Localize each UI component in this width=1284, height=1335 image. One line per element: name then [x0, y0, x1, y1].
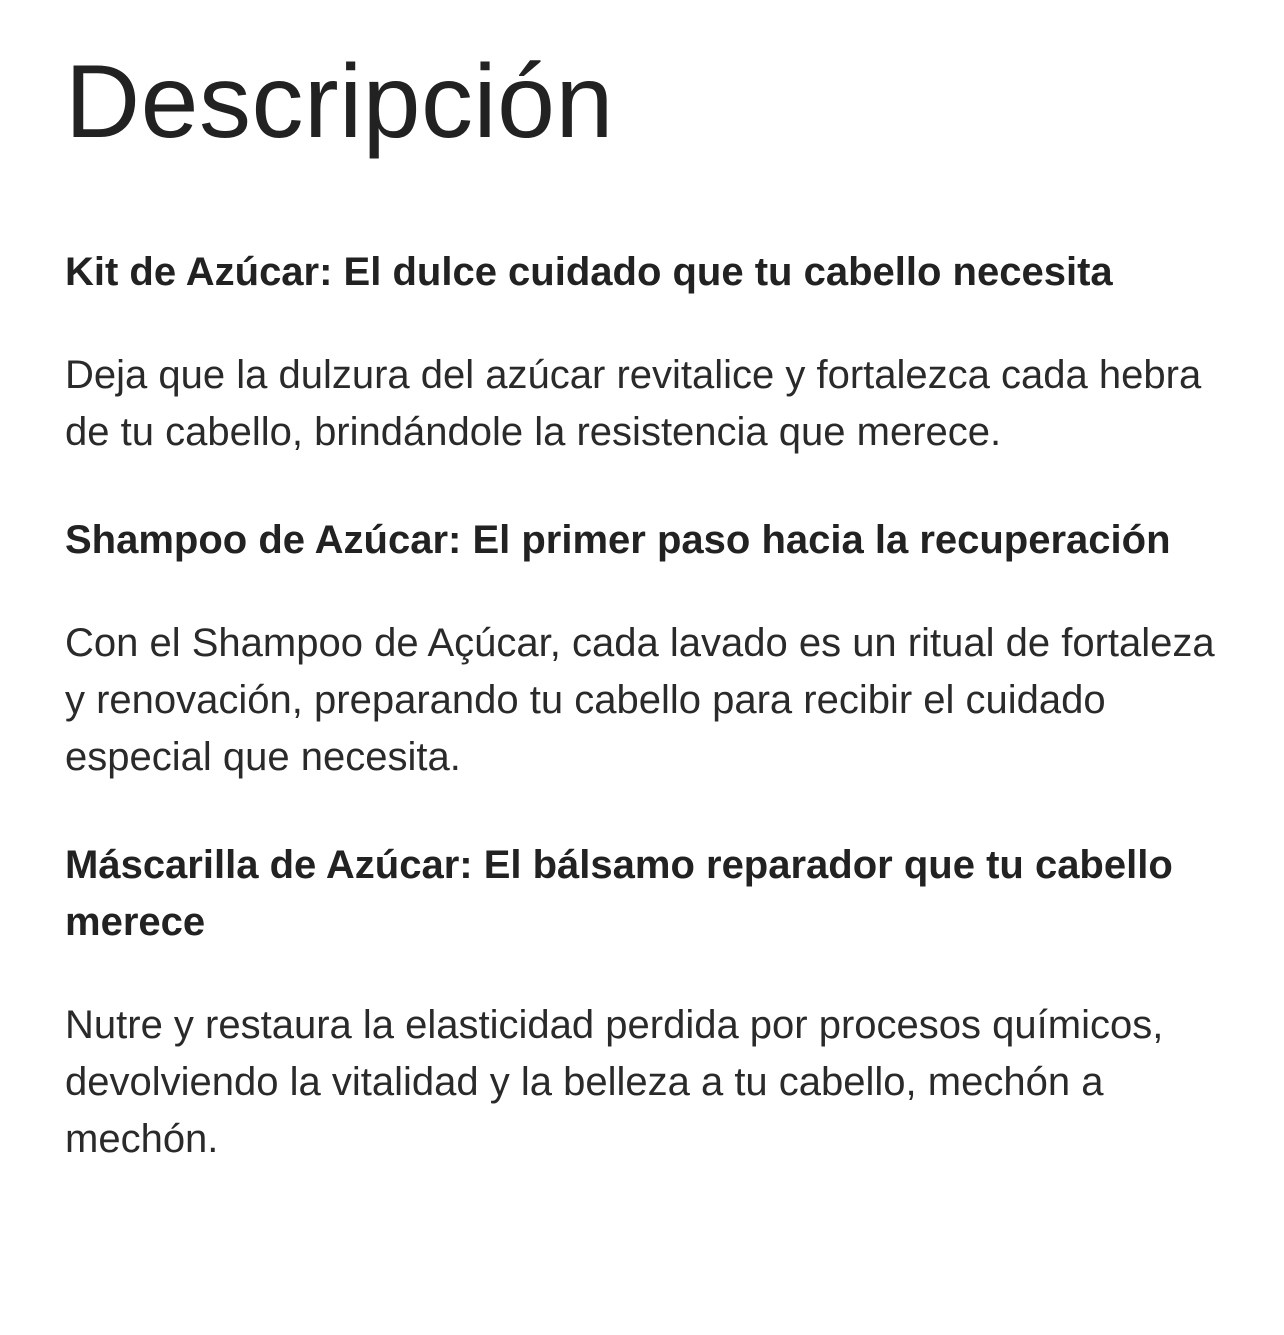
section-kit: [65, 244, 1225, 461]
section-body: Deja que la dulzura del azúcar revitalice y fortalezca cada hebra de tu cabello, brindándole la resistencia que merece.: [65, 353, 1202, 454]
section-body: Con el Shampoo de Açúcar, cada lavado es un ritual de fortaleza y renovación, preparando tu cabello para recibir el cuidado especial que necesita.: [65, 621, 1215, 779]
section-body: Nutre y restaura la elasticidad perdida por procesos químicos, devolviendo la vitalidad y la belleza a tu cabello, mechón a mechón.: [65, 1003, 1164, 1161]
page-title: Descripción: [65, 44, 614, 160]
section-heading: Máscarilla de Azúcar: El bálsamo reparador que tu cabello merece: [65, 843, 1173, 944]
section-shampoo: [65, 512, 1225, 786]
description-content: [65, 244, 1225, 1168]
section-mascarilla: [65, 837, 1225, 1168]
section-heading: Shampoo de Azúcar: El primer paso hacia la recuperación: [65, 518, 1171, 562]
section-heading: Kit de Azúcar: El dulce cuidado que tu cabello necesita: [65, 250, 1113, 294]
